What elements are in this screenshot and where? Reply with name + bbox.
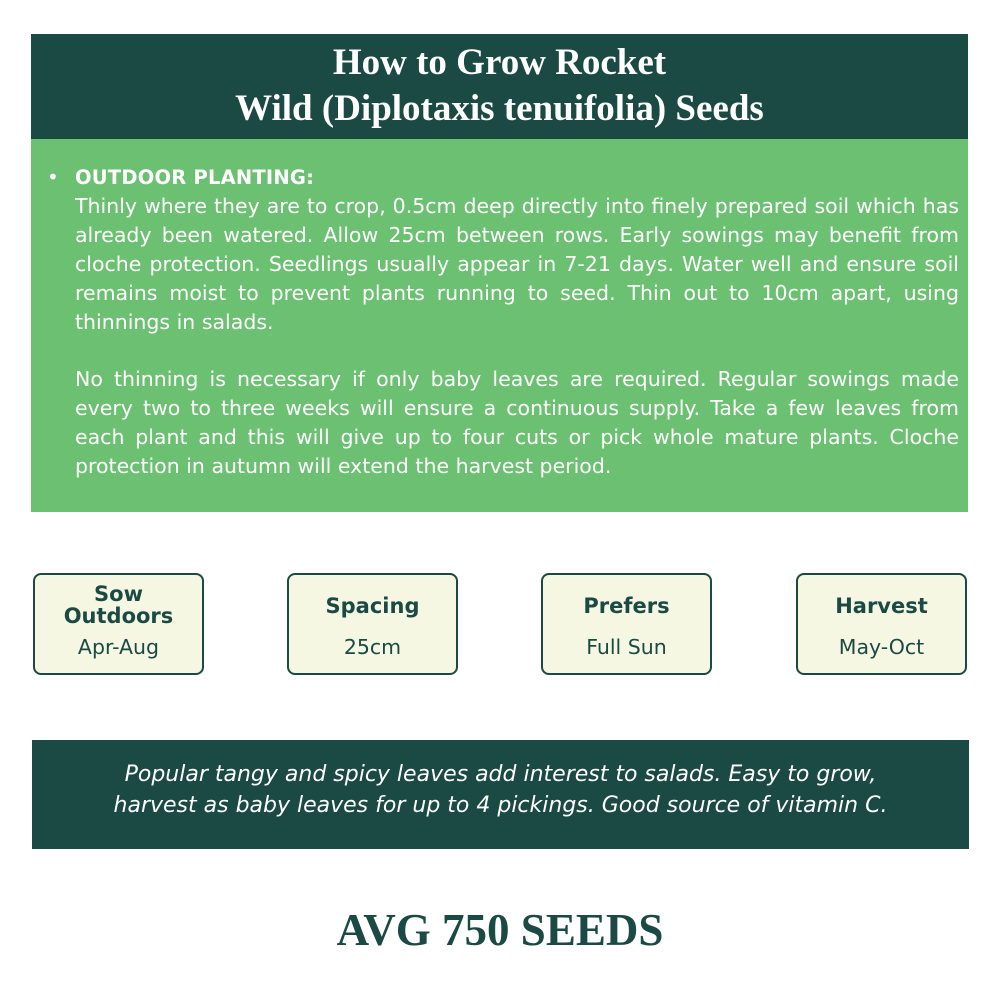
seed-count: AVG 750 SEEDS <box>336 905 664 955</box>
description-line-1: Popular tangy and spicy leaves add interest to salads. Easy to grow, <box>124 762 877 787</box>
info-box-label-line-2: Outdoors <box>63 604 174 628</box>
info-box-label: Harvest <box>835 594 928 618</box>
info-box-sow-outdoors <box>33 573 204 675</box>
info-box-label <box>35 583 202 627</box>
page-title-line-1: How to Grow Rocket <box>332 42 667 83</box>
title-banner <box>31 34 968 139</box>
info-box-spacing <box>287 573 458 675</box>
info-box-prefers <box>541 573 712 675</box>
instructions-paragraph-1: Thinly where they are to crop, 0.5cm deep directly into finely prepared soil which has already been watered. Allow 25cm between rows. Early sowings may benefit from cloche protection. Seedlings usually appear in 7-21 days. Water well and ensure soil remains moist to prevent plants running to seed. Thin out to 10cm apart, using thinnings in salads. <box>75 194 959 334</box>
info-box-value: May-Oct <box>838 635 925 659</box>
instructions-paragraph-2: No thinning is necessary if only baby leaves are required. Regular sowings made every two to three weeks will ensure a continuous supply. Take a few leaves from each plant and this will give up to four cuts or pick whole mature plants. Cloche protection in autumn will extend the harvest period. <box>75 367 959 478</box>
info-box-harvest <box>796 573 967 675</box>
page-title-line-2: Wild (Diplotaxis tenuifolia) Seeds <box>235 88 764 129</box>
info-box-value: Apr-Aug <box>77 635 160 659</box>
info-box-value: Full Sun <box>586 635 667 659</box>
info-box-label: Spacing <box>325 594 420 618</box>
bullet-point: • <box>47 165 59 189</box>
info-box-label-line-1: Sow <box>94 582 143 606</box>
info-box-label: Prefers <box>583 594 670 618</box>
description-line-2: harvest as baby leaves for up to 4 pickings. Good source of vitamin C. <box>113 793 888 818</box>
section-heading: OUTDOOR PLANTING: <box>75 166 315 189</box>
description-banner <box>32 740 969 849</box>
planting-instructions-panel <box>31 139 968 512</box>
info-box-value: 25cm <box>343 635 402 659</box>
